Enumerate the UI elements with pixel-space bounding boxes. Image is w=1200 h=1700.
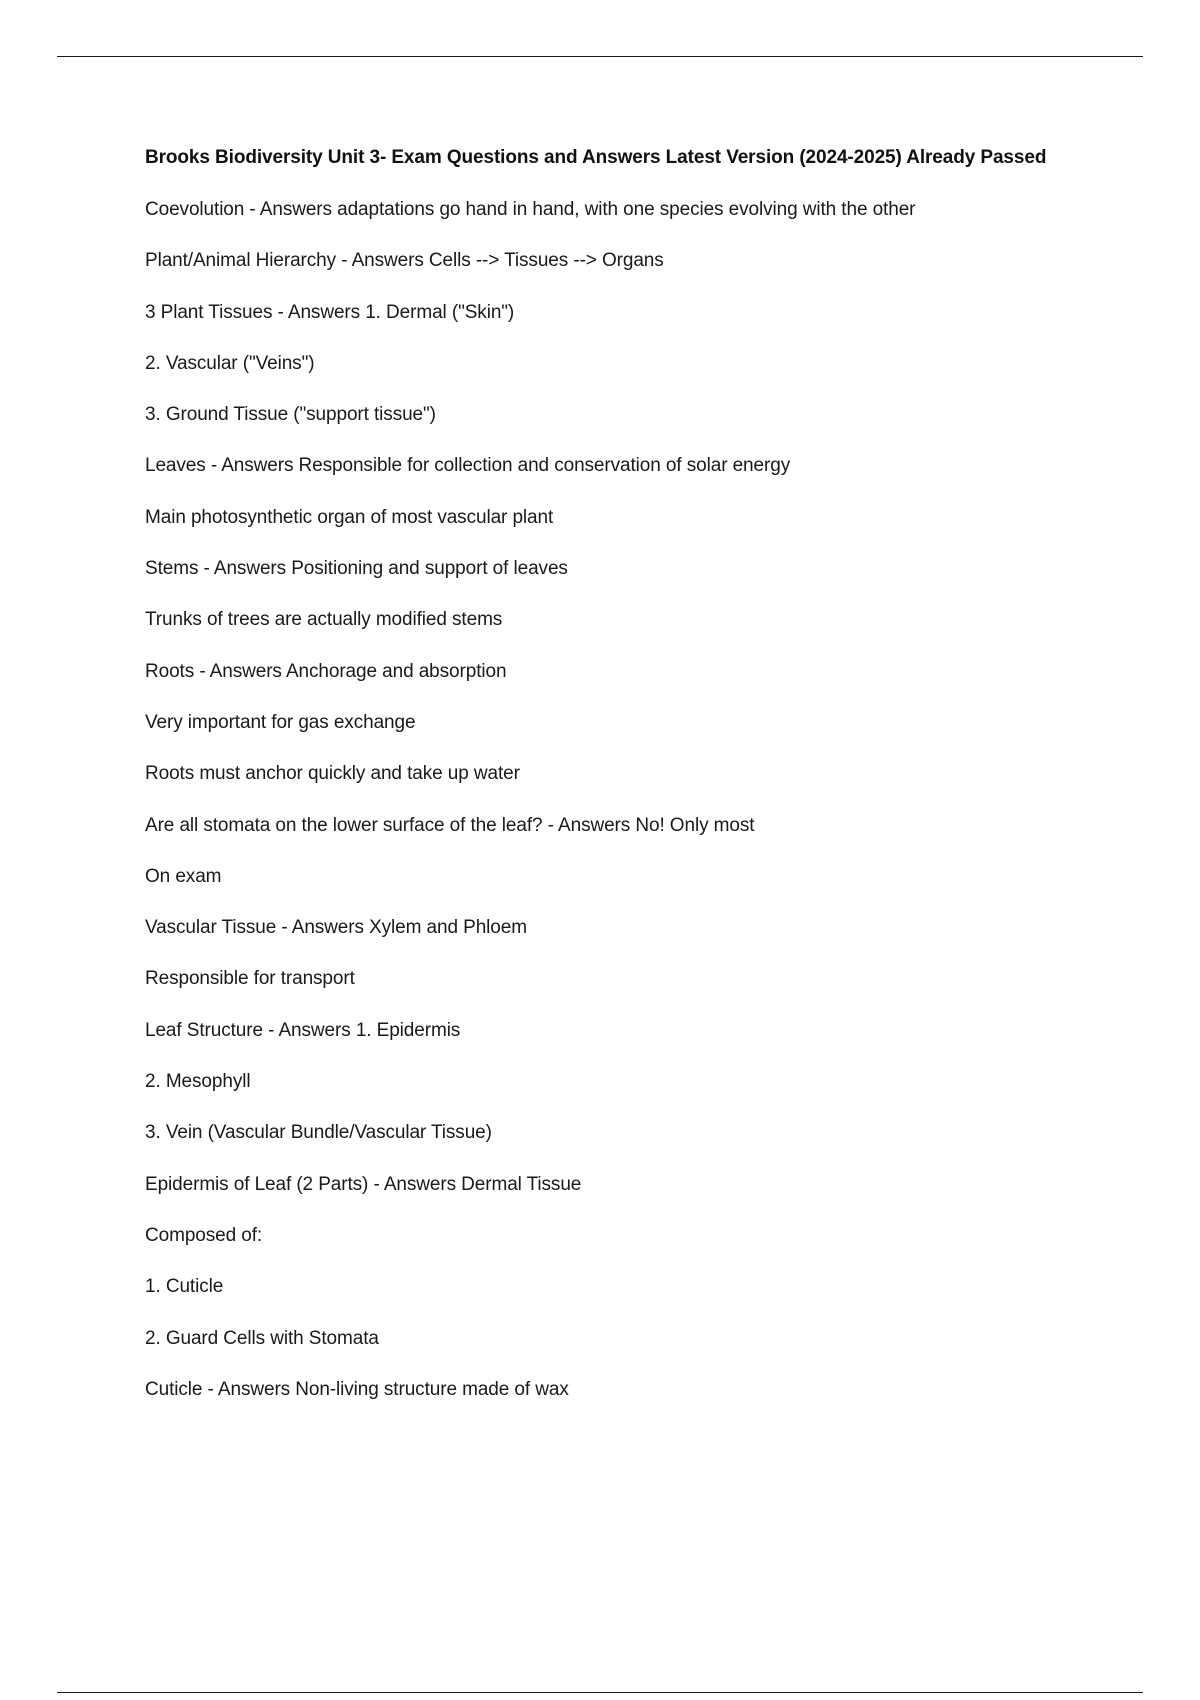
document-line: Stems - Answers Positioning and support of leaves xyxy=(145,558,568,580)
document-line: Very important for gas exchange xyxy=(145,711,416,733)
document-line: 3. Ground Tissue ("support tissue") xyxy=(145,404,436,426)
document-line: Responsible for transport xyxy=(145,968,355,990)
document-line: Main photosynthetic organ of most vascular plant xyxy=(145,506,554,528)
document-line: Roots must anchor quickly and take up water xyxy=(145,763,520,785)
document-line: Plant/Animal Hierarchy - Answers Cells --> Tissues --> Organs xyxy=(145,250,664,272)
document-line: 2. Guard Cells with Stomata xyxy=(145,1327,379,1349)
document-line: On exam xyxy=(145,865,222,887)
document-line: 3 Plant Tissues - Answers 1. Dermal ("Skin") xyxy=(145,301,515,323)
document-line: 2. Mesophyll xyxy=(145,1071,251,1093)
document-body xyxy=(145,143,1135,1426)
document-line: 1. Cuticle xyxy=(145,1276,224,1298)
document-line: Are all stomata on the lower surface of the leaf? - Answers No! Only most xyxy=(145,814,755,836)
document-line: Leaf Structure - Answers 1. Epidermis xyxy=(145,1019,461,1041)
document-line: Epidermis of Leaf (2 Parts) - Answers Dermal Tissue xyxy=(145,1173,582,1195)
document-line: Trunks of trees are actually modified stems xyxy=(145,609,503,631)
document-line: Composed of: xyxy=(145,1224,263,1246)
footer-rule xyxy=(57,1692,1143,1693)
document-line: 2. Vascular ("Veins") xyxy=(145,352,315,374)
document-title: Brooks Biodiversity Unit 3- Exam Questions and Answers Latest Version (2024-2025) Already Passed xyxy=(145,147,1047,168)
document-line: Roots - Answers Anchorage and absorption xyxy=(145,660,507,682)
document-line: Coevolution - Answers adaptations go hand in hand, with one species evolving with the other xyxy=(145,199,916,220)
document-line: 3. Vein (Vascular Bundle/Vascular Tissue) xyxy=(145,1122,492,1144)
document-line: Cuticle - Answers Non-living structure made of wax xyxy=(145,1378,569,1400)
document-line: Leaves - Answers Responsible for collection and conservation of solar energy xyxy=(145,455,791,477)
document-line: Vascular Tissue - Answers Xylem and Phloem xyxy=(145,917,527,939)
header-rule xyxy=(57,56,1143,57)
